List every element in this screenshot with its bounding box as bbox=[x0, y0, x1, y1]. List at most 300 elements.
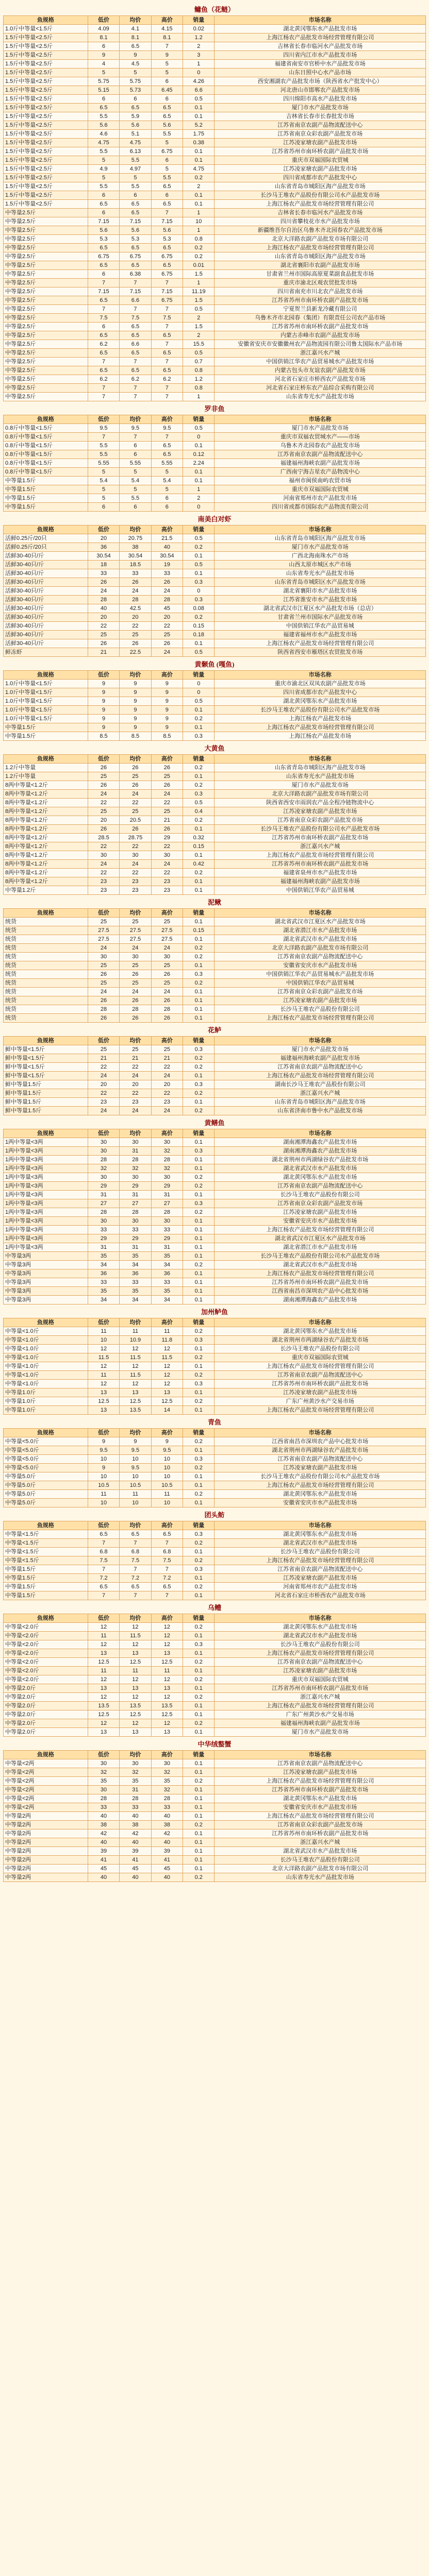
low-price-cell: 10 bbox=[88, 1472, 119, 1481]
section-title: 乌鳢 bbox=[207, 1604, 221, 1612]
market-cell: 浙江嘉兴水产城 bbox=[214, 1838, 426, 1847]
volume-cell: 0.1 bbox=[183, 996, 214, 1005]
market-cell: 江苏省南京众彩农副产品批发市场 bbox=[214, 816, 426, 825]
avg-price-cell: 5 bbox=[120, 468, 151, 477]
volume-cell: 0.8 bbox=[183, 384, 214, 393]
avg-price-cell: 28.75 bbox=[120, 834, 151, 842]
high-price-cell: 24 bbox=[151, 860, 183, 869]
spec-cell: 中等量<1.5斤 bbox=[4, 1530, 88, 1539]
avg-price-cell: 9 bbox=[120, 1437, 151, 1446]
avg-price-cell: 5.9 bbox=[120, 112, 151, 121]
spec-cell: 1.5斤中等量<2.5斤 bbox=[4, 156, 88, 165]
spec-cell: 中等量<5.0斤 bbox=[4, 1446, 88, 1455]
spec-cell: 中等量<5.0斤 bbox=[4, 1455, 88, 1464]
avg-price-cell: 9.5 bbox=[120, 1446, 151, 1455]
spec-cell: 活鲜30-40只/斤 bbox=[4, 613, 88, 622]
spec-cell: 中等量5.0斤 bbox=[4, 1481, 88, 1490]
low-price-cell: 26 bbox=[88, 996, 119, 1005]
table-row bbox=[4, 1371, 426, 1380]
spec-cell: 统货 bbox=[4, 953, 88, 961]
market-cell: 河北省石家庄桥东农产品综合采购有限公司 bbox=[214, 384, 426, 393]
spec-cell: 中等量<1.0斤 bbox=[4, 1327, 88, 1336]
spec-cell: 1.5斤中等量<2.5斤 bbox=[4, 104, 88, 112]
avg-price-cell: 5.6 bbox=[120, 121, 151, 130]
high-price-cell: 24 bbox=[151, 1072, 183, 1080]
volume-cell: 0.1 bbox=[183, 1803, 214, 1812]
high-price-cell: 7 bbox=[151, 305, 183, 314]
avg-price-cell: 29 bbox=[120, 1234, 151, 1243]
volume-cell: 0.1 bbox=[183, 191, 214, 200]
high-price-cell: 13.5 bbox=[151, 1702, 183, 1710]
table-row bbox=[4, 1786, 426, 1794]
spec-cell: 1.5斤中等量<2.5斤 bbox=[4, 200, 88, 209]
avg-price-cell: 13 bbox=[120, 1728, 151, 1737]
table-row bbox=[4, 393, 426, 401]
avg-price-cell: 12 bbox=[120, 1693, 151, 1702]
low-price-cell: 6.75 bbox=[88, 252, 119, 261]
high-price-cell: 6 bbox=[151, 156, 183, 165]
avg-price-cell: 6 bbox=[120, 450, 151, 459]
low-price-cell: 7 bbox=[88, 279, 119, 287]
table-row bbox=[4, 494, 426, 503]
table-row bbox=[4, 384, 426, 393]
low-price-cell: 26 bbox=[88, 764, 119, 772]
spec-cell: 中等量2.0斤 bbox=[4, 1702, 88, 1710]
low-price-cell: 28 bbox=[88, 1005, 119, 1014]
low-price-cell: 7 bbox=[88, 393, 119, 401]
avg-price-cell: 28 bbox=[120, 1794, 151, 1803]
table-row bbox=[4, 648, 426, 657]
table-row bbox=[4, 1278, 426, 1287]
high-price-cell: 25 bbox=[151, 631, 183, 639]
column-header: 低价 bbox=[88, 1521, 119, 1530]
avg-price-cell: 33 bbox=[120, 1226, 151, 1234]
low-price-cell: 23 bbox=[88, 1098, 119, 1107]
market-cell: 湖北省襄阳市农副产品批发市场 bbox=[214, 261, 426, 270]
table-row bbox=[4, 1054, 426, 1063]
avg-price-cell: 30 bbox=[120, 953, 151, 961]
spec-cell: 活鲜30-40只/斤 bbox=[4, 569, 88, 578]
low-price-cell: 25 bbox=[88, 631, 119, 639]
high-price-cell: 40 bbox=[151, 1838, 183, 1847]
table-row bbox=[4, 1667, 426, 1675]
table-row bbox=[4, 1388, 426, 1397]
low-price-cell: 30 bbox=[88, 1138, 119, 1147]
volume-cell: 0.1 bbox=[183, 1098, 214, 1107]
low-price-cell: 23 bbox=[88, 886, 119, 895]
volume-cell: 0.1 bbox=[183, 639, 214, 648]
market-cell: 长沙马王堆农产品股份有限公司 bbox=[214, 1856, 426, 1865]
low-price-cell: 11 bbox=[88, 1371, 119, 1380]
volume-cell: 0.1 bbox=[183, 552, 214, 561]
spec-cell: 鲜中等量1.5斤 bbox=[4, 1089, 88, 1098]
low-price-cell: 8.5 bbox=[88, 732, 119, 741]
spec-cell: 中等量1.5斤 bbox=[4, 1591, 88, 1600]
volume-cell: 0.1 bbox=[183, 1296, 214, 1304]
low-price-cell: 5.5 bbox=[88, 450, 119, 459]
low-price-cell: 25 bbox=[88, 1045, 119, 1054]
high-price-cell: 12 bbox=[151, 1345, 183, 1353]
table-row bbox=[4, 139, 426, 147]
high-price-cell: 32 bbox=[151, 1147, 183, 1156]
avg-price-cell: 26 bbox=[120, 639, 151, 648]
high-price-cell: 7 bbox=[151, 340, 183, 349]
market-cell: 山东省青岛市城阳区海产品批发市场 bbox=[214, 182, 426, 191]
column-header: 销量 bbox=[183, 1129, 214, 1138]
avg-price-cell: 5 bbox=[120, 174, 151, 182]
market-cell: 中国供销江华农产品贸易城 bbox=[214, 979, 426, 988]
avg-price-cell: 13 bbox=[120, 1649, 151, 1658]
low-price-cell: 40 bbox=[88, 604, 119, 613]
high-price-cell: 7 bbox=[151, 433, 183, 442]
table-row bbox=[4, 51, 426, 60]
column-header: 低价 bbox=[88, 755, 119, 764]
market-cell: 上海江杨农产品批发市场经营管理有限公司 bbox=[214, 1014, 426, 1023]
table-row bbox=[4, 918, 426, 926]
volume-cell: 0.5 bbox=[183, 349, 214, 358]
column-header: 高价 bbox=[151, 1751, 183, 1759]
spec-cell: 8两中等量<1.2斤 bbox=[4, 799, 88, 807]
low-price-cell: 6.5 bbox=[88, 200, 119, 209]
avg-price-cell: 5.5 bbox=[120, 156, 151, 165]
avg-price-cell: 20.75 bbox=[120, 534, 151, 543]
high-price-cell: 6.45 bbox=[151, 86, 183, 95]
table-row bbox=[4, 485, 426, 494]
high-price-cell: 28 bbox=[151, 1794, 183, 1803]
high-price-cell: 32 bbox=[151, 1768, 183, 1777]
avg-price-cell: 4.75 bbox=[120, 139, 151, 147]
volume-cell: 0.3 bbox=[183, 1080, 214, 1089]
low-price-cell: 5 bbox=[88, 494, 119, 503]
spec-cell: 中等量3两 bbox=[4, 1278, 88, 1287]
low-price-cell: 20 bbox=[88, 816, 119, 825]
volume-cell: 0.1 bbox=[183, 1217, 214, 1226]
avg-price-cell: 7 bbox=[120, 433, 151, 442]
volume-cell: 0 bbox=[183, 680, 214, 688]
market-cell: 湖北省武汉市江夏区水产品批发市场（总店） bbox=[214, 604, 426, 613]
low-price-cell: 12.5 bbox=[88, 1397, 119, 1406]
high-price-cell: 23 bbox=[151, 877, 183, 886]
table-header-row bbox=[4, 671, 426, 680]
avg-price-cell: 30 bbox=[120, 1217, 151, 1226]
low-price-cell: 7 bbox=[88, 1591, 119, 1600]
high-price-cell: 12 bbox=[151, 1371, 183, 1380]
avg-price-cell: 5.75 bbox=[120, 77, 151, 86]
avg-price-cell: 11.5 bbox=[120, 1632, 151, 1640]
spec-cell: 中等量5.0斤 bbox=[4, 1490, 88, 1499]
table-row bbox=[4, 1147, 426, 1156]
low-price-cell: 5.6 bbox=[88, 226, 119, 235]
low-price-cell: 9 bbox=[88, 715, 119, 723]
spec-cell: 1.0斤中等量<1.5斤 bbox=[4, 697, 88, 706]
market-cell: 安徽省安庆市水产品批发市场 bbox=[214, 1499, 426, 1507]
volume-cell: 0.2 bbox=[183, 1777, 214, 1786]
volume-cell: 0.1 bbox=[183, 468, 214, 477]
market-cell: 吉林省长春市临河水产品批发市场 bbox=[214, 42, 426, 51]
market-cell: 福建福州海峡农副产品批发市场 bbox=[214, 1054, 426, 1063]
market-cell: 上海江杨农产品批发市场经营管理有限公司 bbox=[214, 1777, 426, 1786]
table-row bbox=[4, 235, 426, 244]
avg-price-cell: 5.5 bbox=[120, 182, 151, 191]
avg-price-cell: 24 bbox=[120, 790, 151, 799]
high-price-cell: 26 bbox=[151, 970, 183, 979]
spec-cell: 中等量<2.0斤 bbox=[4, 1649, 88, 1658]
market-cell: 江苏凌家塘农副产品批发市场 bbox=[214, 1464, 426, 1472]
market-cell: 福建省南安市官桥中水产品批发市场 bbox=[214, 60, 426, 69]
avg-price-cell: 28 bbox=[120, 1208, 151, 1217]
table-row bbox=[4, 1107, 426, 1115]
table-header-row bbox=[4, 526, 426, 534]
high-price-cell: 24 bbox=[151, 587, 183, 596]
avg-price-cell: 13 bbox=[120, 1684, 151, 1693]
market-cell: 长沙马王堆农产品股份有限公司 bbox=[214, 1005, 426, 1014]
volume-cell: 1.2 bbox=[183, 33, 214, 42]
high-price-cell: 31 bbox=[151, 1191, 183, 1199]
high-price-cell: 13 bbox=[151, 1728, 183, 1737]
low-price-cell: 12 bbox=[88, 1640, 119, 1649]
low-price-cell: 12 bbox=[88, 1623, 119, 1632]
low-price-cell: 22 bbox=[88, 1089, 119, 1098]
table-header-row bbox=[4, 415, 426, 424]
table-row bbox=[4, 1865, 426, 1873]
market-cell: 江苏省苏州市南环桥农副产品批发市场 bbox=[214, 1380, 426, 1388]
table-row bbox=[4, 1098, 426, 1107]
volume-cell: 0.2 bbox=[183, 1464, 214, 1472]
table-row bbox=[4, 314, 426, 323]
low-price-cell: 6.5 bbox=[88, 261, 119, 270]
column-header: 鱼规格 bbox=[4, 1614, 88, 1623]
spec-cell: 中等量2.0斤 bbox=[4, 1728, 88, 1737]
low-price-cell: 28 bbox=[88, 596, 119, 604]
high-price-cell: 25 bbox=[151, 961, 183, 970]
table-row bbox=[4, 174, 426, 182]
low-price-cell: 9 bbox=[88, 680, 119, 688]
spec-cell: 中等量<2两 bbox=[4, 1777, 88, 1786]
avg-price-cell: 6.38 bbox=[120, 270, 151, 279]
market-cell: 福建省福州市水产品批发市场 bbox=[214, 631, 426, 639]
spec-cell: 中等量2.0斤 bbox=[4, 1693, 88, 1702]
avg-price-cell: 22 bbox=[120, 622, 151, 631]
table-row bbox=[4, 1156, 426, 1164]
section-title: 黄鳝鱼 bbox=[204, 1119, 225, 1127]
column-header: 低价 bbox=[88, 1037, 119, 1045]
section-title: 大黄鱼 bbox=[204, 744, 225, 752]
volume-cell: 0.1 bbox=[183, 1472, 214, 1481]
spec-cell: 中等量2两 bbox=[4, 1856, 88, 1865]
avg-price-cell: 9 bbox=[120, 688, 151, 697]
volume-cell: 0.1 bbox=[183, 147, 214, 156]
table-row bbox=[4, 851, 426, 860]
low-price-cell: 22 bbox=[88, 1063, 119, 1072]
high-price-cell: 24 bbox=[151, 988, 183, 996]
avg-price-cell: 12 bbox=[120, 1675, 151, 1684]
market-cell: 江苏省南京农副产品物流配送中心 bbox=[214, 1182, 426, 1191]
high-price-cell: 35 bbox=[151, 1252, 183, 1261]
spec-cell: 1两中等量<3两 bbox=[4, 1164, 88, 1173]
volume-cell: 0.1 bbox=[183, 1728, 214, 1737]
volume-cell: 0.1 bbox=[183, 851, 214, 860]
avg-price-cell: 22 bbox=[120, 799, 151, 807]
low-price-cell: 26 bbox=[88, 1014, 119, 1023]
spec-cell: 1两中等量<3两 bbox=[4, 1182, 88, 1191]
column-header: 高价 bbox=[151, 526, 183, 534]
market-cell: 广东广州黄沙水产交易市场 bbox=[214, 1710, 426, 1719]
avg-price-cell: 12 bbox=[120, 1345, 151, 1353]
volume-cell: 0.3 bbox=[183, 970, 214, 979]
price-table bbox=[3, 1614, 426, 1737]
table-row bbox=[4, 825, 426, 834]
spec-cell: 中等量1.5斤 bbox=[4, 1583, 88, 1591]
avg-price-cell: 7.5 bbox=[120, 314, 151, 323]
avg-price-cell: 35 bbox=[120, 1252, 151, 1261]
high-price-cell: 10 bbox=[151, 1464, 183, 1472]
avg-price-cell: 9 bbox=[120, 697, 151, 706]
avg-price-cell: 27.5 bbox=[120, 935, 151, 944]
low-price-cell: 11.5 bbox=[88, 1353, 119, 1362]
market-cell: 湖北省武汉市江夏区水产品批发市场 bbox=[214, 918, 426, 926]
spec-cell: 1两中等量<3两 bbox=[4, 1243, 88, 1252]
avg-price-cell: 34 bbox=[120, 1296, 151, 1304]
column-header: 均价 bbox=[120, 1037, 151, 1045]
high-price-cell: 5 bbox=[151, 69, 183, 77]
high-price-cell: 30 bbox=[151, 1138, 183, 1147]
avg-price-cell: 6.5 bbox=[120, 104, 151, 112]
high-price-cell: 34 bbox=[151, 1296, 183, 1304]
spec-cell: 中等量2两 bbox=[4, 1865, 88, 1873]
volume-cell: 0.1 bbox=[183, 1014, 214, 1023]
avg-price-cell: 5 bbox=[120, 485, 151, 494]
volume-cell: 0.2 bbox=[183, 1261, 214, 1269]
volume-cell: 0.2 bbox=[183, 1208, 214, 1217]
spec-cell: 中等量3两 bbox=[4, 1269, 88, 1278]
table-row bbox=[4, 1269, 426, 1278]
column-header: 鱼规格 bbox=[4, 1037, 88, 1045]
spec-cell: 1.5斤中等量<2.5斤 bbox=[4, 130, 88, 139]
spec-cell: 0.8斤中等量<1.5斤 bbox=[4, 450, 88, 459]
high-price-cell: 40 bbox=[151, 1812, 183, 1821]
avg-price-cell: 24 bbox=[120, 1072, 151, 1080]
table-row bbox=[4, 279, 426, 287]
volume-cell: 1 bbox=[183, 209, 214, 217]
market-cell: 湖北省武汉市水产品批发市场 bbox=[214, 1164, 426, 1173]
spec-cell: 中等量2.5斤 bbox=[4, 226, 88, 235]
market-cell: 江苏凌家塘农副产品批发市场 bbox=[214, 996, 426, 1005]
table-row bbox=[4, 1719, 426, 1728]
column-header: 市场名称 bbox=[214, 526, 426, 534]
table-row bbox=[4, 1539, 426, 1548]
market-cell: 湖北省武汉市水产品批发市场 bbox=[214, 1847, 426, 1856]
low-price-cell: 6.5 bbox=[88, 296, 119, 305]
table-row bbox=[4, 596, 426, 604]
volume-cell: 1.5 bbox=[183, 323, 214, 331]
table-row bbox=[4, 1208, 426, 1217]
volume-cell: 0.2 bbox=[183, 816, 214, 825]
table-row bbox=[4, 723, 426, 732]
volume-cell: 0.3 bbox=[183, 1565, 214, 1574]
volume-cell: 1 bbox=[183, 60, 214, 69]
volume-cell: 0.18 bbox=[183, 631, 214, 639]
spec-cell: 中等量<2两 bbox=[4, 1794, 88, 1803]
volume-cell: 0.1 bbox=[183, 1072, 214, 1080]
spec-cell: 中等量2.5斤 bbox=[4, 209, 88, 217]
column-header: 销量 bbox=[183, 526, 214, 534]
table-row bbox=[4, 953, 426, 961]
low-price-cell: 6 bbox=[88, 503, 119, 512]
low-price-cell: 41 bbox=[88, 1856, 119, 1865]
market-cell: 江苏省南京农副产品物流配送中心 bbox=[214, 1759, 426, 1768]
high-price-cell: 25 bbox=[151, 807, 183, 816]
avg-price-cell: 7.2 bbox=[120, 1574, 151, 1583]
avg-price-cell: 6.6 bbox=[120, 340, 151, 349]
market-cell: 湖北省武汉市江夏区水产品批发市场 bbox=[214, 1234, 426, 1243]
volume-cell: 0 bbox=[183, 688, 214, 697]
market-cell: 厦门市水产品批发市场 bbox=[214, 781, 426, 790]
volume-cell: 0.1 bbox=[183, 825, 214, 834]
avg-price-cell: 32 bbox=[120, 1768, 151, 1777]
low-price-cell: 24 bbox=[88, 790, 119, 799]
low-price-cell: 9 bbox=[88, 1464, 119, 1472]
table-header-row bbox=[4, 909, 426, 918]
volume-cell: 0.2 bbox=[183, 1490, 214, 1499]
low-price-cell: 30 bbox=[88, 1147, 119, 1156]
low-price-cell: 6.5 bbox=[88, 1530, 119, 1539]
high-price-cell: 6.5 bbox=[151, 200, 183, 209]
high-price-cell: 20 bbox=[151, 1080, 183, 1089]
avg-price-cell: 11.5 bbox=[120, 1371, 151, 1380]
spec-cell: 1.5斤中等量<2.5斤 bbox=[4, 33, 88, 42]
spec-cell: 中等量5.0斤 bbox=[4, 1499, 88, 1507]
avg-price-cell: 26 bbox=[120, 781, 151, 790]
low-price-cell: 12 bbox=[88, 1345, 119, 1353]
high-price-cell: 12 bbox=[151, 1380, 183, 1388]
volume-cell: 1.75 bbox=[183, 130, 214, 139]
volume-cell: 0.15 bbox=[183, 842, 214, 851]
spec-cell: 统货 bbox=[4, 926, 88, 935]
high-price-cell: 10.5 bbox=[151, 1481, 183, 1490]
avg-price-cell: 30 bbox=[120, 1138, 151, 1147]
low-price-cell: 40 bbox=[88, 1812, 119, 1821]
market-cell: 甘肃省兰州市国际高原夏菜副食品批发市场 bbox=[214, 270, 426, 279]
volume-cell: 0.2 bbox=[183, 781, 214, 790]
table-row bbox=[4, 578, 426, 587]
low-price-cell: 30 bbox=[88, 851, 119, 860]
volume-cell: 2 bbox=[183, 182, 214, 191]
spec-cell: 活鲜0.25斤/20只 bbox=[4, 543, 88, 552]
volume-cell: 0.1 bbox=[183, 1388, 214, 1397]
low-price-cell: 33 bbox=[88, 1226, 119, 1234]
market-cell: 江苏省南京农副产品物流配送中心 bbox=[214, 1371, 426, 1380]
market-cell: 江苏省苏州市南环桥农副产品批发市场 bbox=[214, 296, 426, 305]
table-row bbox=[4, 816, 426, 825]
volume-cell: 0.1 bbox=[183, 104, 214, 112]
avg-price-cell: 7 bbox=[120, 358, 151, 366]
market-cell: 湖北省荆州市两湖绿谷农产品批发市场 bbox=[214, 1156, 426, 1164]
volume-cell: 0.1 bbox=[183, 1005, 214, 1014]
table-row bbox=[4, 1684, 426, 1693]
low-price-cell: 25 bbox=[88, 961, 119, 970]
column-header: 鱼规格 bbox=[4, 1129, 88, 1138]
low-price-cell: 4.6 bbox=[88, 130, 119, 139]
low-price-cell: 13 bbox=[88, 1684, 119, 1693]
market-cell: 湖北省武汉市水产品批发市场 bbox=[214, 1539, 426, 1548]
low-price-cell: 6 bbox=[88, 95, 119, 104]
spec-cell: 统货 bbox=[4, 996, 88, 1005]
spec-cell: 活鲜30-40只/斤 bbox=[4, 604, 88, 613]
price-table bbox=[3, 908, 426, 1023]
market-cell: 江西省南昌市深圳农产品中心批发市场 bbox=[214, 1437, 426, 1446]
avg-price-cell: 6 bbox=[120, 95, 151, 104]
market-cell: 山东省青岛市城阳区水产品批发市场 bbox=[214, 578, 426, 587]
